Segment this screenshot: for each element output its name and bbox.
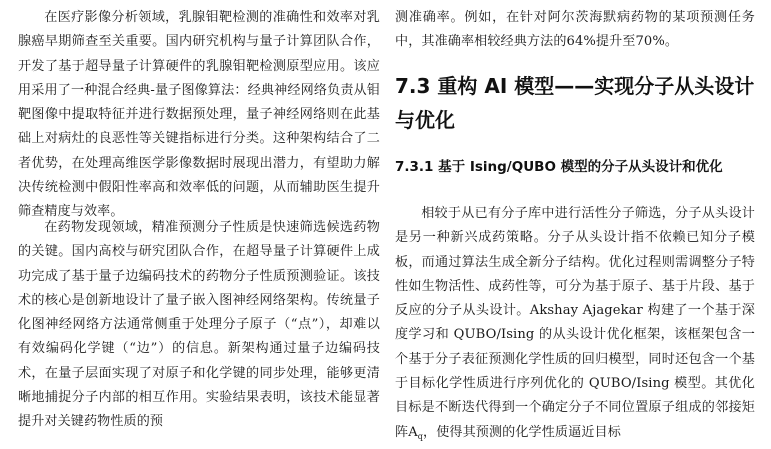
paragraph-medical-imaging: 在医疗影像分析领域，乳腺钼靶检测的准确性和效率对乳腺癌早期筛查至关重要。国内研究机构与量子计算团队合作，开发了基于超导量子计算硬件的乳腺钼靶检测原型应用。该应用采用了一种混合经典-量子图像算法：经典神经网络负责从钼靶图像中提取特征并进行数据预处理，量子神经网络则在此基础上对病灶的良恶性等关键指标进行分类。这种架构结合了二者优势，在处理高维医学影像数据时展现出潜力，有望助力解决传统检测中假阳性率高和效率低的问题，从而辅助医生提升筛查精度与效率。 xyxy=(18,10,380,220)
paragraph-continued: 测准确率。例如，在针对阿尔茨海默病药物的某项预测任务中，其准确率相较经典方法的64%提升至70%。 xyxy=(395,10,755,50)
paragraph-drug-discovery: 在药物发现领域，精准预测分子性质是快速筛选候选药物的关键。国内高校与研究团队合作，在超导量子计算硬件上成功完成了基于量子边编码技术的药物分子性质预测验证。该技术的核心是创新地设计了量子嵌入图神经网络架构。传统量子化图神经网络方法通常侧重于处理分子原子（“点”），却难以有效编码化学键（“边”）的信息。新架构通过量子边编码技术，在量子层面实现了对原子和化学键的同步处理，能够更清晰地捕捉分子内部的相互作用。实验结果表明，该技术能显著提升对关键药物性质的预 xyxy=(18,220,380,430)
matrix-subscript: q xyxy=(417,431,423,441)
subsection-heading: 7.3.1 基于 Ising/QUBO 模型的分子从头设计和优化 xyxy=(395,159,723,175)
section-heading: 7.3 重构 AI 模型——实现分子从头设计与优化 xyxy=(395,74,755,132)
matrix-symbol: A xyxy=(408,424,418,440)
paragraph-de-novo-tail: ，使得其预测的化学性质逼近目标 xyxy=(423,424,621,440)
paragraph-de-novo-text: 相较于从已有分子库中进行活性分子筛选，分子从头设计是另一种新兴成药策略。分子从头设计指不依赖已知分子模板，而通过算法生成全新分子结构。优化过程则需调整分子特性如生物活性、成药性等，可分为基于原子、基于片段、基于反应的分子从头设计。Akshay Ajagekar 构建了一个基于深度学习和 QUBO/Ising 的从头设计优化框架，该框架包含一个基于分子表征预测化学性质的回归模型，同时还包含一个基于目标化学性质进行序列优化的 QUBO/Ising 模型。其优化目标是不断迭代得到一个确定分子不同位置原子组成的邻接矩阵 xyxy=(395,206,755,440)
paragraph-de-novo-design xyxy=(395,202,755,449)
